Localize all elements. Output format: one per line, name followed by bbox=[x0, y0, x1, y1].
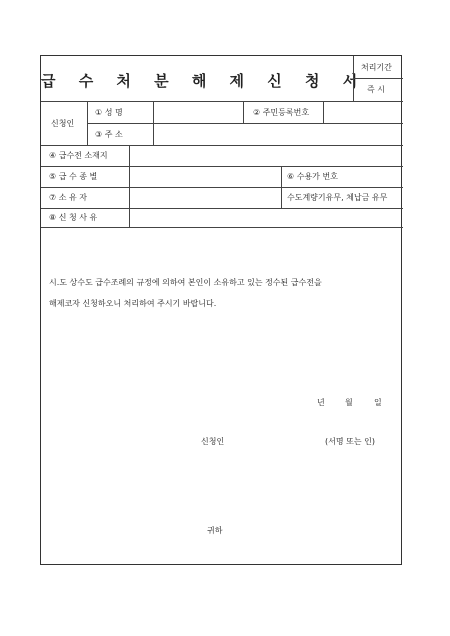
divider bbox=[323, 101, 324, 123]
water-type-label: ⑤ 급 수 종 별 bbox=[49, 172, 98, 181]
resident-number-label: ② 주민등록번호 bbox=[253, 108, 310, 117]
divider bbox=[353, 78, 403, 79]
divider bbox=[41, 187, 403, 188]
date-year: 년 bbox=[317, 398, 325, 407]
date-month: 월 bbox=[345, 398, 353, 407]
applicant-label: 신청인 bbox=[51, 119, 75, 128]
divider bbox=[41, 208, 403, 209]
processing-period-label: 처리기간 bbox=[361, 63, 392, 72]
location-label: ④ 급수전 소재지 bbox=[49, 151, 108, 160]
addressee: 귀하 bbox=[207, 526, 223, 535]
processing-period-value: 즉 시 bbox=[367, 85, 385, 94]
date-day: 일 bbox=[374, 398, 382, 407]
signer-label: 신청인 bbox=[201, 437, 225, 446]
divider bbox=[87, 101, 88, 145]
divider bbox=[41, 166, 403, 167]
divider bbox=[41, 145, 403, 146]
divider bbox=[41, 101, 403, 102]
reason-label: ⑧ 신 청 사 유 bbox=[49, 213, 98, 222]
customer-number-label: ⑥ 수용가 번호 bbox=[287, 172, 338, 181]
name-label: ① 성 명 bbox=[95, 108, 123, 117]
body-line-2: 해제코자 신청하오니 처리하여 주시기 바랍니다. bbox=[49, 299, 217, 308]
divider bbox=[153, 101, 154, 145]
address-label: ③ 주 소 bbox=[95, 130, 123, 139]
signature-label: (서명 또는 인) bbox=[325, 437, 375, 446]
divider bbox=[41, 227, 403, 228]
owner-label: ⑦ 소 유 자 bbox=[49, 193, 87, 202]
meter-label: 수도계량기유무, 체납금 유무 bbox=[287, 193, 388, 202]
form-title: 급 수 처 분 해 제 신 청 서 bbox=[41, 72, 367, 90]
divider bbox=[243, 101, 244, 123]
water-supply-cancellation-form bbox=[40, 55, 402, 565]
divider bbox=[87, 123, 403, 124]
divider bbox=[129, 145, 130, 227]
divider bbox=[281, 166, 282, 208]
body-line-1: 시.도 상수도 급수조례의 규정에 의하여 본인이 소유하고 있는 정수된 급수전을 bbox=[49, 278, 322, 287]
